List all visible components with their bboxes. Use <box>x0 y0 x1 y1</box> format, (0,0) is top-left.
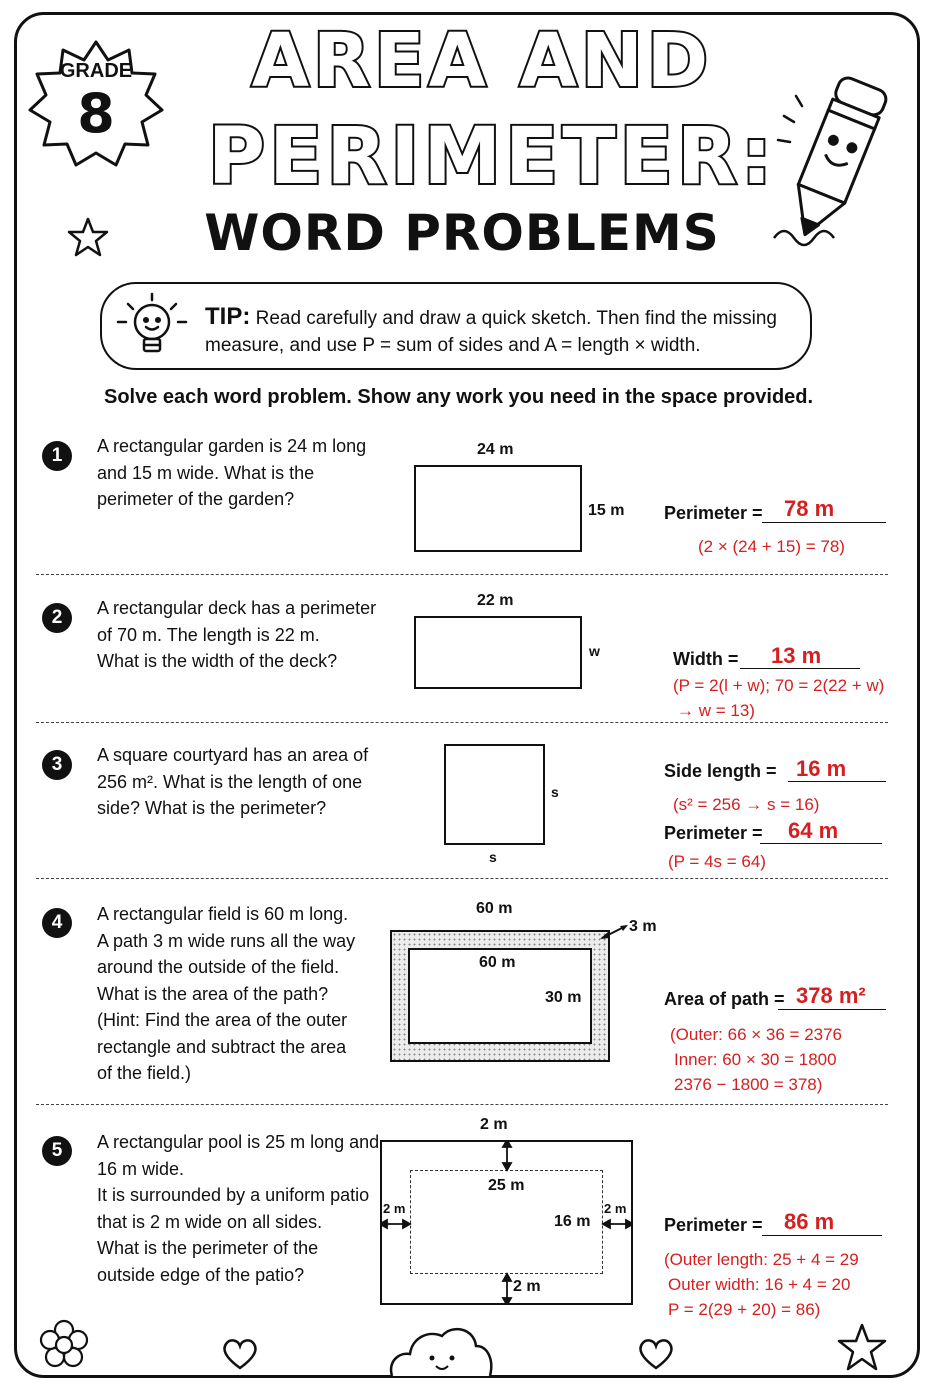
divider <box>36 574 888 575</box>
title-line-1: AREA AND <box>251 18 713 104</box>
problem-4-answer-label: Area of path = <box>664 989 785 1009</box>
problem-2-work: (P = 2(l + w); 70 = 2(22 + w) → w = 13) <box>673 676 885 720</box>
problem-4-answer-line <box>778 1009 886 1010</box>
problem-3-text: A square courtyard has an area of 256 m². What is the length of one side? What is the perimeter? <box>97 745 369 818</box>
problem-5-number: 5 <box>42 1136 72 1166</box>
problem-5-work: (Outer length: 25 + 4 = 29 Outer width: 16 + 4 = 20 P = 2(29 + 20) = 86) <box>664 1250 859 1319</box>
problem-3-answer: 16 m <box>796 756 847 781</box>
problem-5-bottom-gap-dimension: 2 m <box>513 1278 541 1295</box>
problem-3-square <box>444 744 545 845</box>
cloud-mascot-icon <box>386 1318 496 1378</box>
heart-doodle-icon <box>220 1336 260 1372</box>
star-doodle-icon <box>836 1322 888 1372</box>
star-doodle-icon <box>66 216 110 258</box>
problem-3-number: 3 <box>42 750 72 780</box>
problem-4-inner-top-dimension: 60 m <box>479 954 516 971</box>
divider <box>36 722 888 723</box>
tip-line-1: TIP: Read carefully and draw a quick sketch. Then find the missing <box>205 303 777 330</box>
problem-1-answer-line <box>762 522 886 523</box>
divider <box>36 1104 888 1105</box>
problem-5-answer: 86 m <box>784 1209 835 1234</box>
problem-1-top-dimension: 24 m <box>477 441 514 458</box>
problem-3-bottom-dimension: s <box>489 849 497 865</box>
problem-4-number: 4 <box>42 908 72 938</box>
problem-1-garden-rect <box>414 465 582 552</box>
divider <box>36 878 888 879</box>
problem-1-text: A rectangular garden is 24 m long and 15 m wide. What is the perimeter of the garden? <box>97 436 367 509</box>
problem-1-side-dimension: 15 m <box>588 502 625 519</box>
problem-4-text: A rectangular field is 60 m long. A path 3 m wide runs all the way around the outside of the field. What is the area of the path? (Hint: Find the area of the outer rectangle and subtract the area of the field.) <box>97 904 356 1083</box>
problem-1-answer: 78 m <box>784 496 835 521</box>
pencil-mascot-icon <box>770 60 900 250</box>
problem-2-deck-rect <box>414 616 582 689</box>
tip-line-2: measure, and use P = sum of sides and A = length × width. <box>205 335 701 356</box>
problem-4-work: (Outer: 66 × 36 = 2376 Inner: 60 × 30 = 1800 2376 − 1800 = 378) <box>670 1025 843 1094</box>
problem-3-answer-label: Side length = <box>664 761 777 781</box>
problem-4-path-dimension: 3 m <box>629 918 657 935</box>
problem-3-work: (s² = 256 → s = 16) <box>673 795 820 814</box>
lightbulb-icon <box>114 290 190 366</box>
instructions: Solve each word problem. Show any work you need in the space provided. <box>104 386 814 408</box>
problem-3-answer2: 64 m <box>788 818 839 843</box>
problem-2-number: 2 <box>42 603 72 633</box>
problem-1-work: (2 × (24 + 15) = 78) <box>698 537 845 556</box>
problem-4-outer-top-dimension: 60 m <box>476 900 513 917</box>
problem-2-top-dimension: 22 m <box>477 592 514 609</box>
flower-doodle-icon <box>36 1318 92 1372</box>
problem-2-answer: 13 m <box>771 643 822 668</box>
problem-4-inner-side-dimension: 30 m <box>545 989 582 1006</box>
problem-1-answer-label: Perimeter = <box>664 503 763 523</box>
problem-2-text: A rectangular deck has a perimeter of 70 m. The length is 22 m. What is the width of the deck? <box>97 598 377 671</box>
problem-5-answer-line <box>762 1235 882 1236</box>
problem-3-side-dimension: s <box>551 784 559 800</box>
problem-5-top-gap-dimension: 2 m <box>480 1116 508 1133</box>
grade-number: 8 <box>77 82 115 145</box>
problem-5-right-gap-dimension: 2 m <box>604 1201 627 1216</box>
problem-5-dimension-arrows-icon <box>380 1140 633 1305</box>
problem-4-path-arrow-icon <box>596 920 630 944</box>
problem-5-text: A rectangular pool is 25 m long and 16 m wide. It is surrounded by a uniform patio that is 2 m wide on all sides. What is the perimeter of the outside edge of the patio? <box>97 1132 380 1285</box>
title-line-2: PERIMETER: <box>207 112 777 202</box>
problem-2-answer-label: Width = <box>673 649 739 669</box>
problem-3-answer2-label: Perimeter = <box>664 823 763 843</box>
problem-5-inner-top-dimension: 25 m <box>488 1177 525 1194</box>
heart-doodle-icon <box>636 1336 676 1372</box>
problem-4-answer: 378 m² <box>796 983 866 1008</box>
problem-1-number: 1 <box>42 441 72 471</box>
title-line-3: WORD PROBLEMS <box>204 204 720 262</box>
problem-5-answer-label: Perimeter = <box>664 1215 763 1235</box>
problem-5-left-gap-dimension: 2 m <box>383 1201 406 1216</box>
problem-2-side-dimension: w <box>589 643 600 659</box>
problem-3-work2: (P = 4s = 64) <box>668 852 766 871</box>
problem-5-inner-side-dimension: 16 m <box>554 1213 591 1230</box>
grade-label: GRADE <box>59 60 133 82</box>
